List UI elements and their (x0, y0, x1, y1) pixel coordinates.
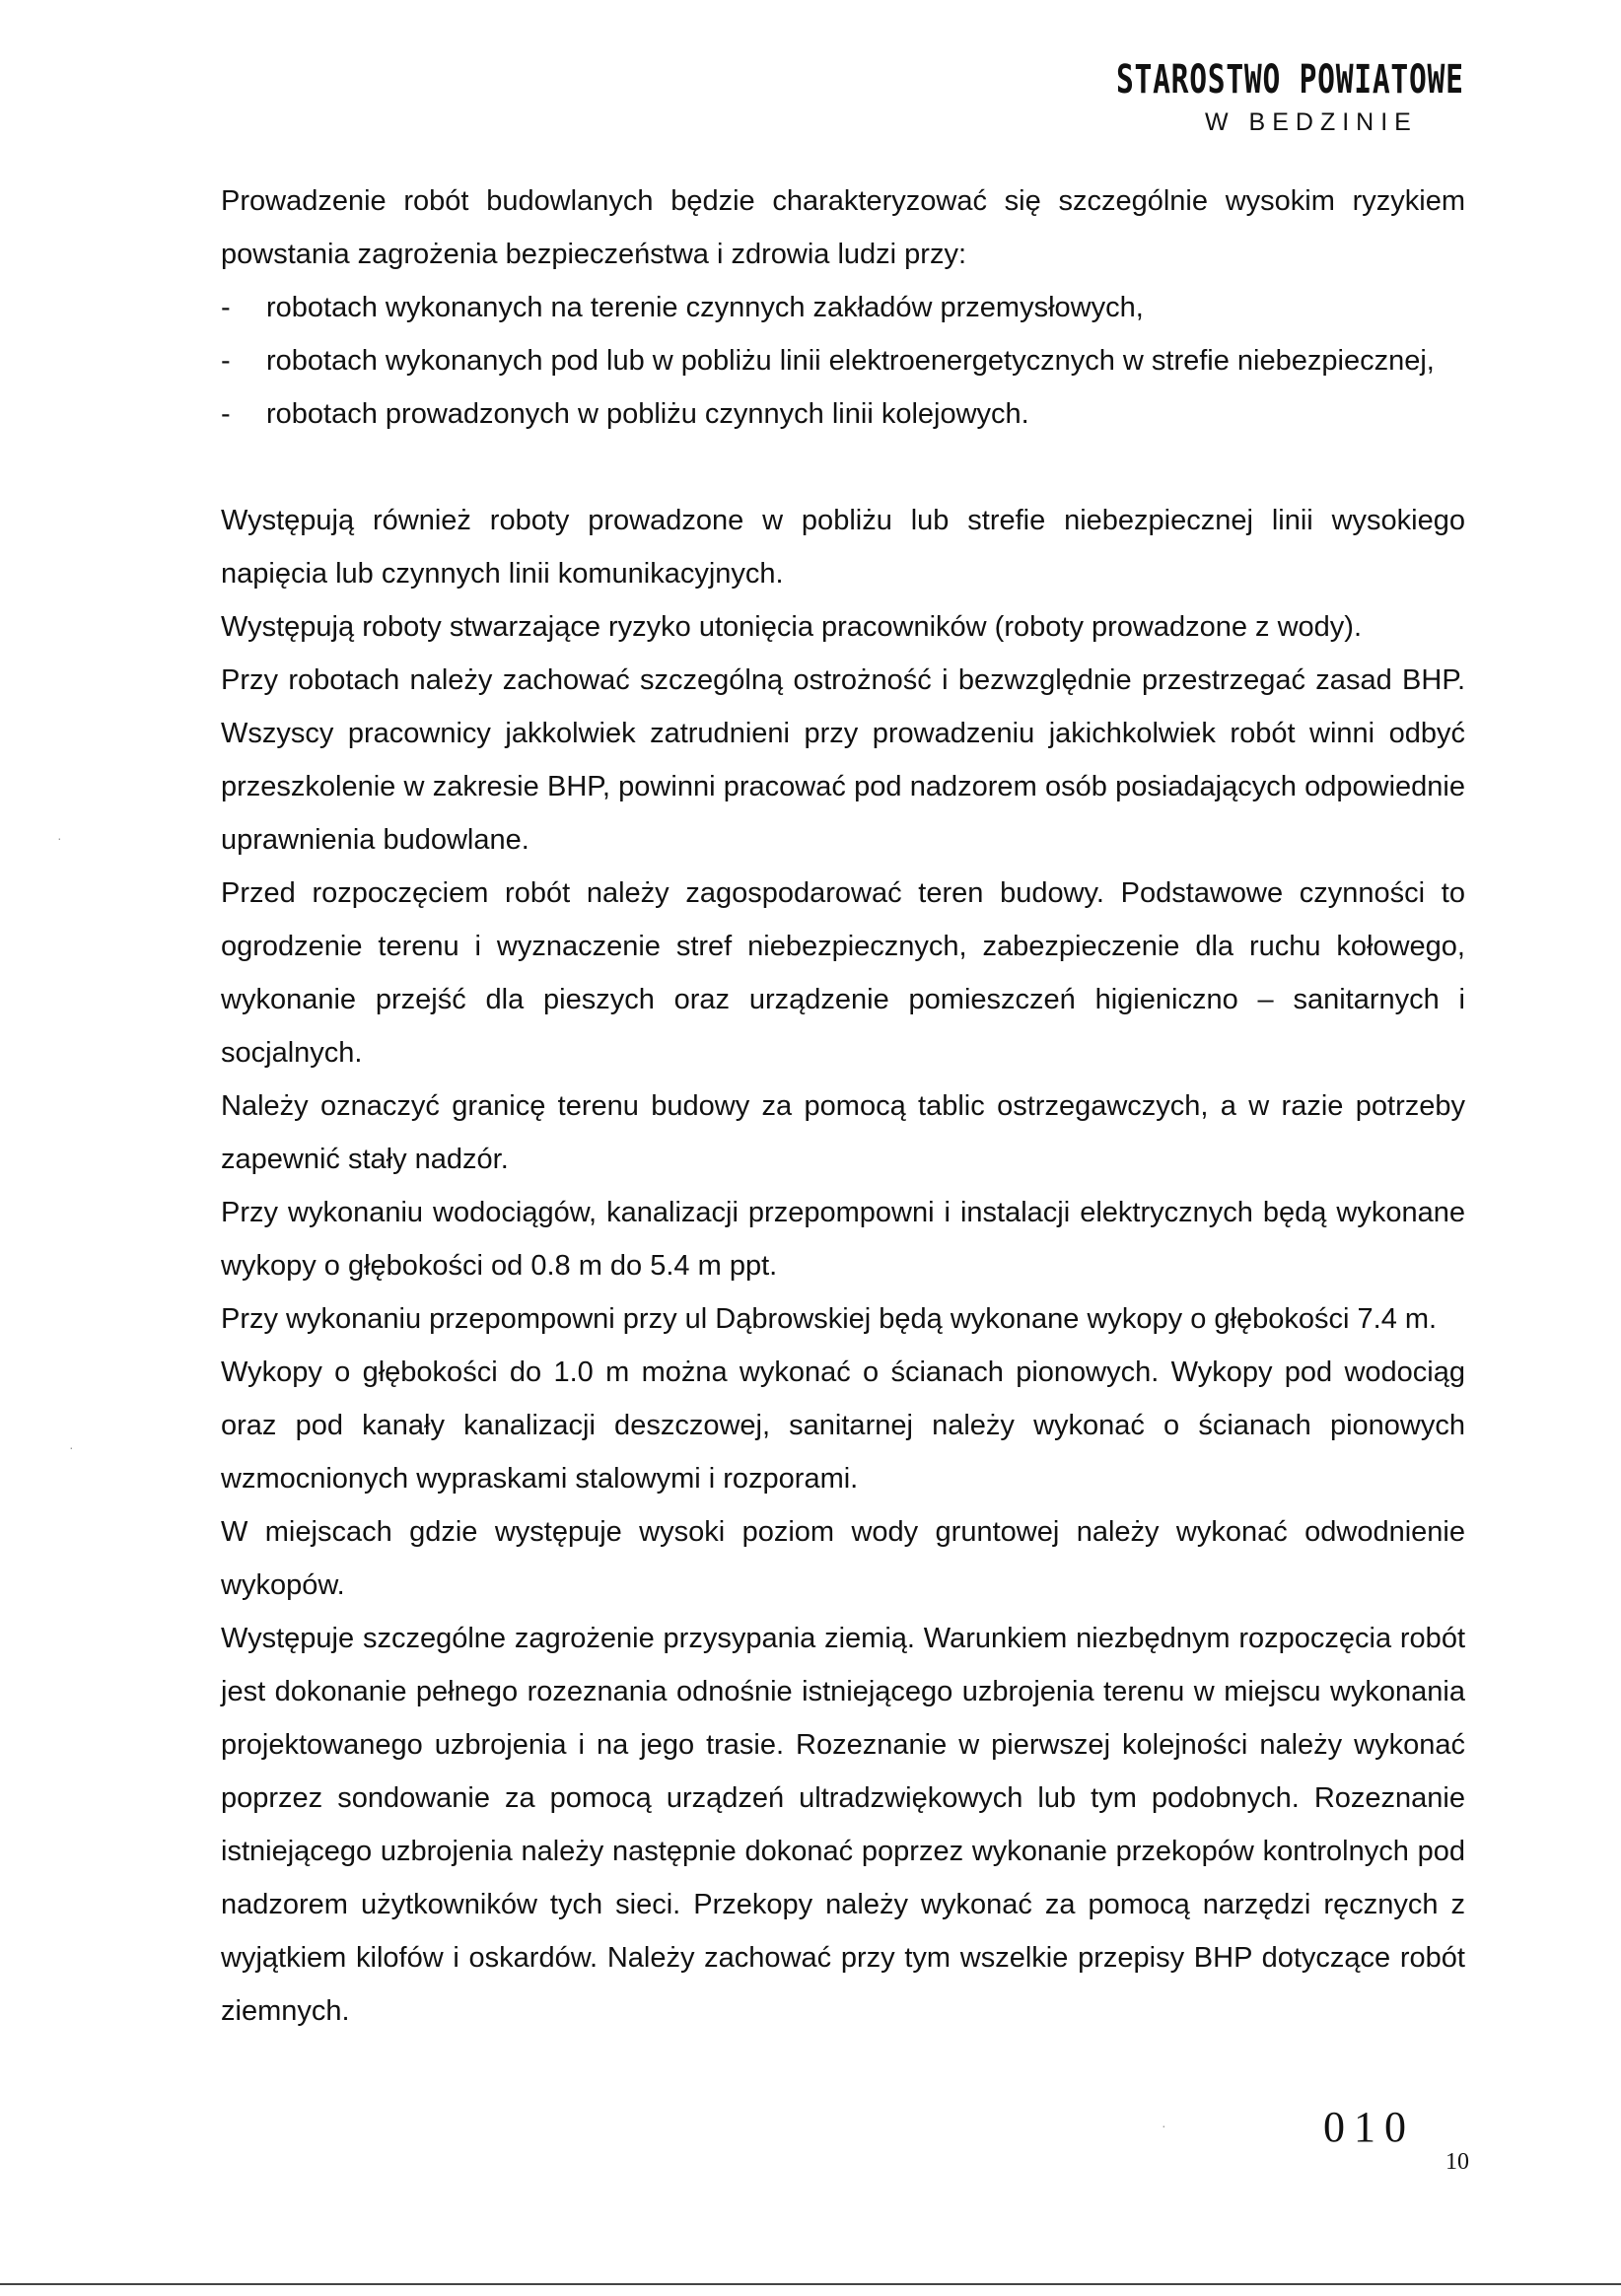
scan-speck: · (69, 1439, 74, 1455)
list-item-text: robotach prowadzonych w pobliżu czynnych linii kolejowych. (266, 398, 1029, 430)
body-paragraph: Należy oznaczyć granicę terenu budowy za pomocą tablic ostrzegawczych, a w razie potrzeby zapewnić stały nadzór. (221, 1090, 1465, 1175)
body-paragraph: Przed rozpoczęciem robót należy zagospodarować teren budowy. Podstawowe czynności to ogrodzenie terenu i wyznaczenie stref niebezpiecznych, zabezpieczenie dla ruchu kołowego, wykonanie przejść dla pieszych oraz urządzenie pomieszczeń higieniczno – sanitarnych i socjalnych. (221, 877, 1465, 1069)
stamp-office-name: STAROSTWO POWIATOWE (1116, 57, 1464, 103)
list-dash: - (221, 398, 231, 430)
intro-paragraph: Prowadzenie robót budowlanych będzie charakteryzować się szczególnie wysokim ryzykiem powstania zagrożenia bezpieczeństwa i zdrowia ludzi przy: (221, 185, 1465, 270)
body-paragraph: Przy wykonaniu wodociągów, kanalizacji przepompowni i instalacji elektrycznych będą wykonane wykopy o głębokości od 0.8 m do 5.4 m ppt. (221, 1197, 1465, 1282)
risk-list (221, 281, 1465, 441)
body-paragraph: Przy robotach należy zachować szczególną ostrożność i bezwzględnie przestrzegać zasad BHP. Wszyscy pracownicy jakkolwiek zatrudnieni przy prowadzeniu jakichkolwiek robót winni odbyć przeszkolenie w zakresie BHP, powinni pracować pod nadzorem osób posiadających odpowiednie uprawnienia budowlane. (221, 664, 1465, 856)
risk-list-item (221, 334, 1465, 387)
scan-speck: · (1162, 2118, 1166, 2133)
page-number: 10 (1445, 2149, 1469, 2175)
scan-speck: · (57, 830, 62, 846)
document-body (221, 174, 1465, 2038)
body-paragraph: Występuje szczególne zagrożenie przysypania ziemią. Warunkiem niezbędnym rozpoczęcia robót jest dokonanie pełnego rozeznania odnośnie istniejącego uzbrojenia terenu w miejscu wykonania projektowanego uzbrojenia i na jego trasie. Rozeznanie w pierwszej kolejności należy wykonać poprzez sondowanie za pomocą urządzeń ultradzwiękowych lub tym podobnych. Rozeznanie istniejącego uzbrojenia należy następnie dokonać poprzez wykonanie przekopów kontrolnych pod nadzorem użytkowników tych sieci. Przekopy należy wykonać za pomocą narzędzi ręcznych z wyjątkiem kilofów i oskardów. Należy zachować przy tym wszelkie przepisy BHP dotyczące robót ziemnych. (221, 1623, 1465, 2027)
body-paragraph: Przy wykonaniu przepompowni przy ul Dąbrowskiej będą wykonane wykopy o głębokości 7.4 m. (221, 1303, 1438, 1335)
risk-list-item (221, 281, 1465, 334)
body-paragraph: Występują również roboty prowadzone w pobliżu lub strefie niebezpiecznej linii wysokiego napięcia lub czynnych linii komunikacyjnych. (221, 505, 1465, 590)
page-bottom-rule (0, 2283, 1621, 2285)
body-paragraph: Wykopy o głębokości do 1.0 m można wykonać o ścianach pionowych. Wykopy pod wodociąg oraz pod kanały kanalizacji deszczowej, sanitarnej należy wykonać o ścianach pionowych wzmocnionych wypraskami stalowymi i rozporami. (221, 1357, 1465, 1495)
stamp-office-location: W BEDZINIE (1205, 108, 1418, 136)
list-item-text: robotach wykonanych pod lub w pobliżu linii elektroenergetycznych w strefie niebezpiecznej, (266, 345, 1435, 377)
document-reference-number: 010 (1323, 2103, 1415, 2151)
office-stamp (1116, 43, 1471, 152)
risk-list-item (221, 387, 1465, 441)
list-dash: - (221, 292, 231, 323)
list-item-text: robotach wykonanych na terenie czynnych zakładów przemysłowych, (266, 292, 1144, 323)
body-paragraph: W miejscach gdzie występuje wysoki poziom wody gruntowej należy wykonać odwodnienie wykopów. (221, 1516, 1465, 1601)
list-dash: - (221, 345, 231, 377)
paragraph-gap (221, 441, 1465, 494)
body-paragraph: Występują roboty stwarzające ryzyko utonięcia pracowników (roboty prowadzone z wody). (221, 611, 1363, 643)
